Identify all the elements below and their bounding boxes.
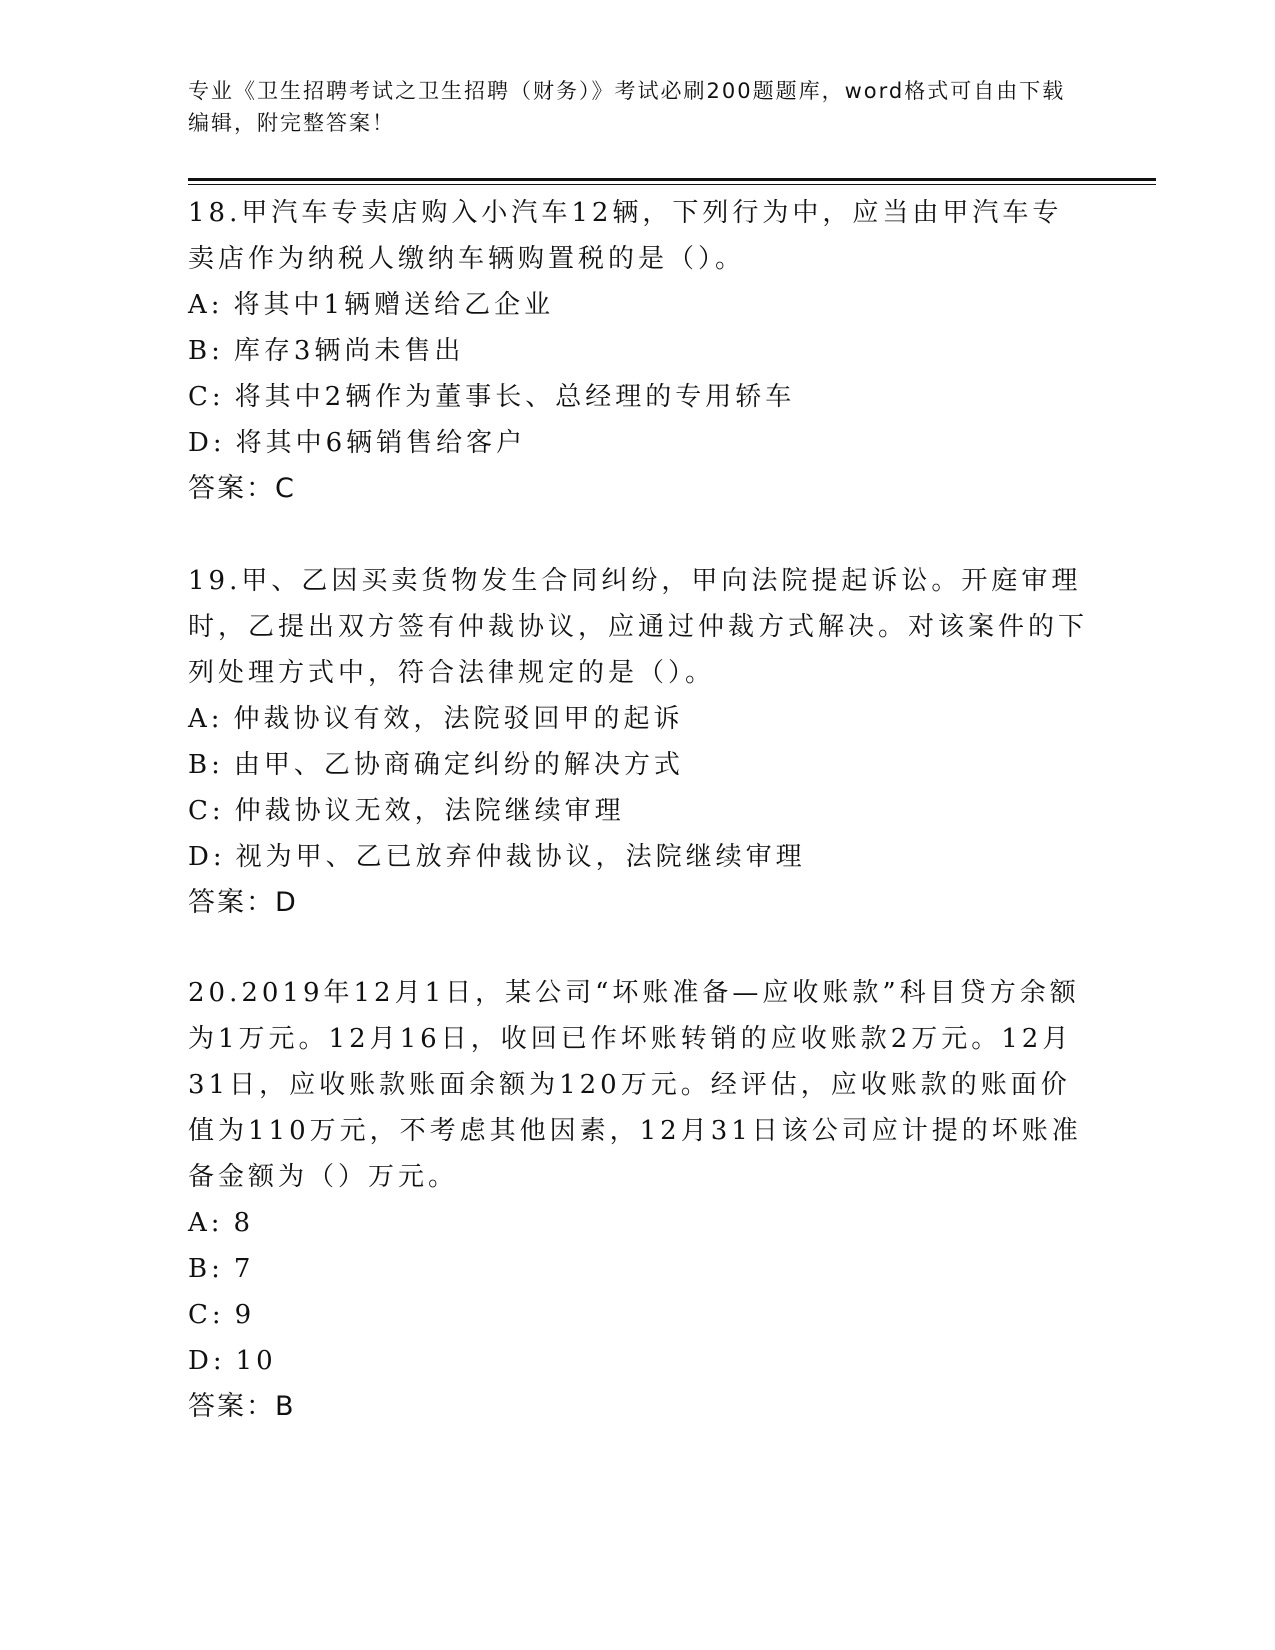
option-key: B: [188, 750, 224, 780]
option-text: 由甲、乙协商确定纠纷的解决方式 [233, 750, 684, 780]
option-c [188, 1292, 1088, 1338]
option-key: C: [188, 1300, 225, 1330]
question-19 [188, 558, 1088, 926]
option-text: 仲裁协议有效，法院驳回甲的起诉 [233, 704, 684, 734]
option-b [188, 1246, 1088, 1292]
option-text: 库存3辆尚未售出 [233, 336, 465, 366]
option-key: D: [188, 1346, 226, 1376]
option-a [188, 1200, 1088, 1246]
option-key: A: [188, 290, 224, 320]
option-text: 8 [233, 1208, 255, 1238]
question-18 [188, 190, 1088, 512]
option-a [188, 282, 1088, 328]
option-key: D: [188, 842, 226, 872]
option-text: 9 [234, 1300, 256, 1330]
header-divider-thick [188, 178, 1156, 181]
answer-line: 答案：D [188, 887, 298, 918]
answer-line: 答案：B [188, 1391, 296, 1422]
option-c [188, 788, 1088, 834]
option-a [188, 696, 1088, 742]
option-key: B: [188, 336, 224, 366]
option-b [188, 742, 1088, 788]
option-text: 7 [233, 1254, 255, 1284]
header-divider-thin [188, 184, 1156, 185]
option-text: 将其中2辆作为董事长、总经理的专用轿车 [234, 382, 796, 412]
answer-line: 答案：C [188, 473, 296, 504]
option-key: C: [188, 796, 225, 826]
option-text: 视为甲、乙已放弃仲裁协议，法院继续审理 [235, 842, 806, 872]
option-key: C: [188, 382, 225, 412]
question-20 [188, 970, 1088, 1430]
option-d [188, 834, 1088, 880]
option-d [188, 420, 1088, 466]
option-text: 将其中6辆销售给客户 [235, 428, 527, 458]
option-key: A: [188, 704, 224, 734]
question-stem: 18.甲汽车专卖店购入小汽车12辆，下列行为中，应当由甲汽车专卖店作为纳税人缴纳车辆购置税的是（）。 [188, 198, 1063, 274]
option-key: A: [188, 1208, 224, 1238]
option-d [188, 1338, 1088, 1384]
option-key: B: [188, 1254, 224, 1284]
question-stem: 19.甲、乙因买卖货物发生合同纠纷，甲向法院提起诉讼。开庭审理时，乙提出双方签有仲裁协议，应通过仲裁方式解决。对该案件的下列处理方式中，符合法律规定的是（）。 [188, 566, 1089, 688]
page-header-text: 专业《卫生招聘考试之卫生招聘（财务）》考试必刷200题题库，word格式可自由下载编辑，附完整答案！ [188, 79, 1066, 135]
option-text: 将其中1辆赠送给乙企业 [233, 290, 555, 320]
question-stem: 20.2019年12月1日，某公司“坏账准备—应收账款”科目贷方余额为1万元。12月16日，收回已作坏账转销的应收账款2万元。12月31日，应收账款账面余额为120万元。经评估，应收账款的账面价值为110万元，不考虑其他因素，12月31日该公司应计提的坏账准备金额为（）万元。 [188, 978, 1082, 1192]
option-key: D: [188, 428, 226, 458]
option-text: 10 [235, 1346, 277, 1376]
option-b [188, 328, 1088, 374]
option-c [188, 374, 1088, 420]
option-text: 仲裁协议无效，法院继续审理 [234, 796, 625, 826]
